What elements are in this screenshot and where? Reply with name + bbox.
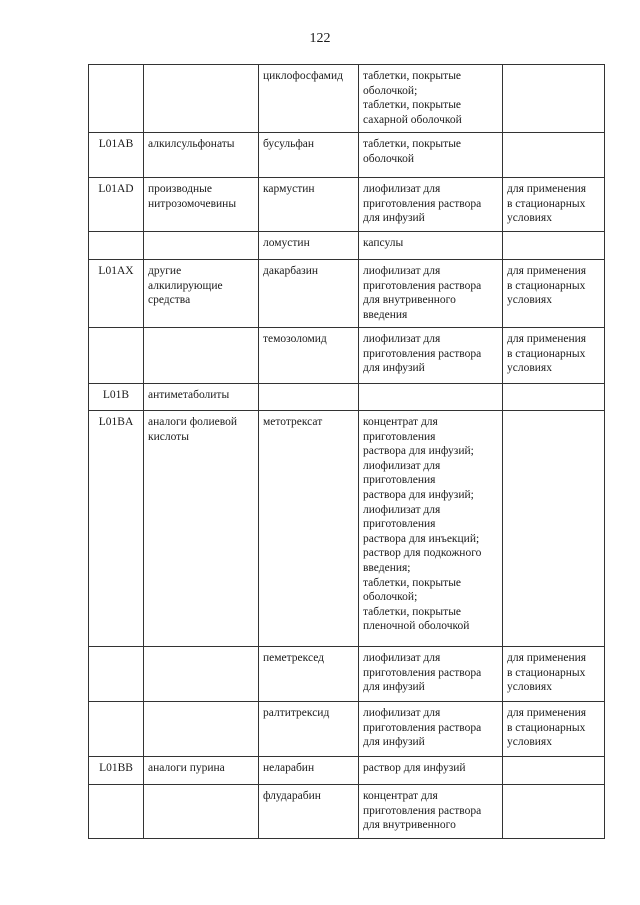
atc-code-cell: L01AB [89, 133, 144, 178]
dosage-form-cell: концентрат для приготовления раствора для внутривенного [359, 785, 503, 839]
table-row [89, 757, 605, 785]
atc-code-cell [89, 65, 144, 133]
atc-code-cell: L01BB [89, 757, 144, 785]
dosage-form-cell: лиофилизат для приготовления раствора для инфузий [359, 328, 503, 384]
dosage-form-cell: лиофилизат для приготовления раствора для инфузий [359, 178, 503, 232]
drug-name-cell: ломустин [259, 232, 359, 260]
atc-code-cell: L01AD [89, 178, 144, 232]
group-cell: антиметаболиты [144, 384, 259, 411]
drug-name-cell [259, 384, 359, 411]
atc-code-cell [89, 647, 144, 702]
medicines-table [88, 64, 605, 839]
group-cell [144, 647, 259, 702]
drug-name-cell: ралтитрексид [259, 702, 359, 757]
table-row [89, 702, 605, 757]
atc-code-cell: L01BA [89, 411, 144, 647]
drug-name-cell: темозоломид [259, 328, 359, 384]
dosage-form-cell: таблетки, покрытые оболочкой; таблетки, покрытые сахарной оболочкой [359, 65, 503, 133]
note-cell [503, 384, 605, 411]
drug-name-cell: циклофосфамид [259, 65, 359, 133]
atc-code-cell: L01AX [89, 260, 144, 328]
dosage-form-cell: лиофилизат для приготовления раствора для инфузий [359, 702, 503, 757]
table-row [89, 65, 605, 133]
note-cell [503, 232, 605, 260]
table-row [89, 133, 605, 178]
drug-name-cell: пеметрексед [259, 647, 359, 702]
note-cell [503, 133, 605, 178]
drug-name-cell: флударабин [259, 785, 359, 839]
group-cell [144, 65, 259, 133]
table-row [89, 785, 605, 839]
atc-code-cell [89, 785, 144, 839]
atc-code-cell [89, 702, 144, 757]
group-cell: аналоги пурина [144, 757, 259, 785]
dosage-form-cell: капсулы [359, 232, 503, 260]
atc-code-cell [89, 328, 144, 384]
table-row [89, 411, 605, 647]
group-cell [144, 232, 259, 260]
drug-name-cell: неларабин [259, 757, 359, 785]
atc-code-cell: L01B [89, 384, 144, 411]
note-cell: для применения в стационарных условиях [503, 260, 605, 328]
table-row [89, 178, 605, 232]
group-cell [144, 702, 259, 757]
dosage-form-cell: раствор для инфузий [359, 757, 503, 785]
table-row [89, 384, 605, 411]
drug-name-cell: дакарбазин [259, 260, 359, 328]
note-cell [503, 757, 605, 785]
note-cell: для применения в стационарных условиях [503, 178, 605, 232]
dosage-form-cell [359, 384, 503, 411]
drug-name-cell: метотрексат [259, 411, 359, 647]
group-cell: алкилсульфонаты [144, 133, 259, 178]
note-cell [503, 785, 605, 839]
drug-name-cell: бусульфан [259, 133, 359, 178]
dosage-form-cell: таблетки, покрытые оболочкой [359, 133, 503, 178]
table-row [89, 260, 605, 328]
page-number: 122 [309, 31, 331, 46]
group-cell [144, 328, 259, 384]
note-cell: для применения в стационарных условиях [503, 702, 605, 757]
group-cell [144, 785, 259, 839]
table-row [89, 232, 605, 260]
note-cell [503, 65, 605, 133]
note-cell: для применения в стационарных условиях [503, 328, 605, 384]
table-row [89, 647, 605, 702]
table-row [89, 328, 605, 384]
dosage-form-cell: лиофилизат для приготовления раствора для инфузий [359, 647, 503, 702]
dosage-form-cell: концентрат для приготовления раствора для инфузий; лиофилизат для приготовления раствора для инфузий; лиофилизат для приготовления раствора для инъекций; раствор для подкожного введения; таблетки, покрытые оболочкой; таблетки, покрытые пленочной оболочкой [359, 411, 503, 647]
note-cell: для применения в стационарных условиях [503, 647, 605, 702]
atc-code-cell [89, 232, 144, 260]
dosage-form-cell: лиофилизат для приготовления раствора для внутривенного введения [359, 260, 503, 328]
drug-name-cell: кармустин [259, 178, 359, 232]
note-cell [503, 411, 605, 647]
group-cell: производные нитрозомочевины [144, 178, 259, 232]
group-cell: другие алкилирующие средства [144, 260, 259, 328]
group-cell: аналоги фолиевой кислоты [144, 411, 259, 647]
